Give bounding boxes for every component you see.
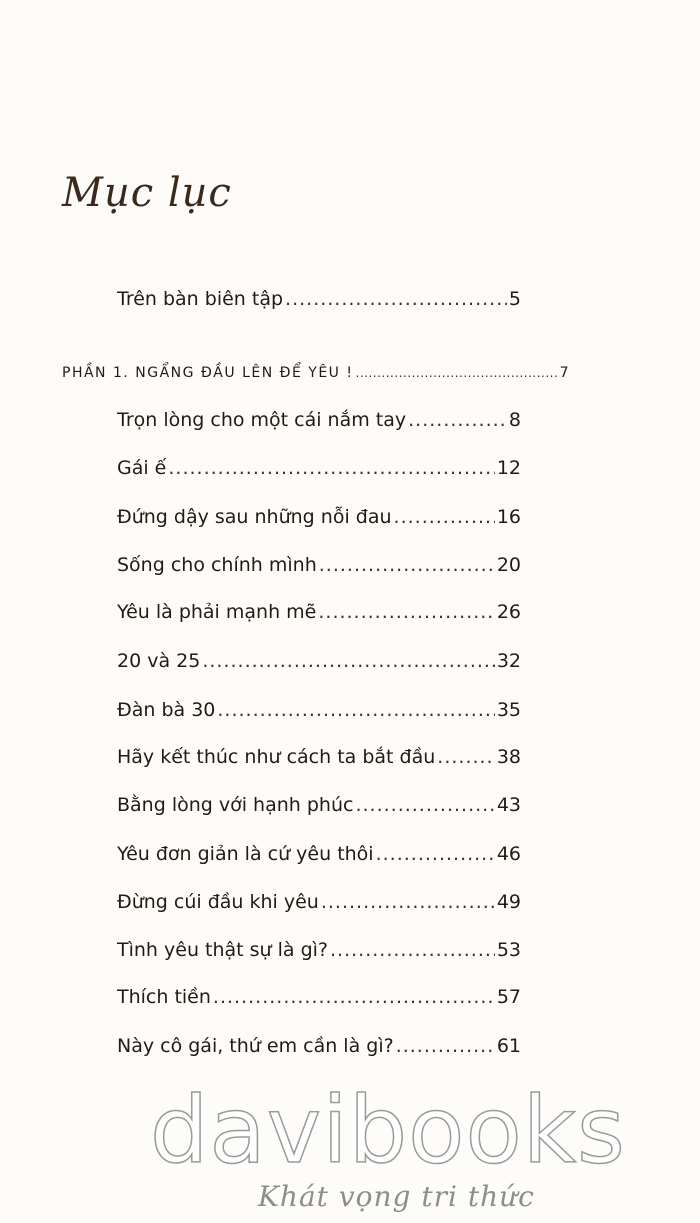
leader-dots <box>396 1035 495 1057</box>
toc-entry <box>117 699 521 721</box>
toc-entry-page: 35 <box>496 699 521 721</box>
toc-entry-label: Tình yêu thật sự là gì? <box>117 939 329 961</box>
leader-dots <box>213 986 495 1008</box>
leader-dots <box>408 409 507 431</box>
leader-dots <box>394 506 495 528</box>
leader-dots <box>168 457 494 479</box>
toc-entry-label: Yêu đơn giản là cứ yêu thôi <box>117 843 374 865</box>
toc-entry-page: 57 <box>496 986 521 1008</box>
leader-dots <box>330 939 495 961</box>
toc-entry-label: Hãy kết thúc như cách ta bắt đầu <box>117 746 436 768</box>
toc-entry-label: Yêu là phải mạnh mẽ <box>117 601 317 623</box>
toc-entry-page: 5 <box>508 288 521 310</box>
toc-entry <box>117 409 521 431</box>
leader-dots <box>285 288 507 310</box>
toc-entry-label: Trên bàn biên tập <box>117 288 284 310</box>
toc-entry-label: Đừng cúi đầu khi yêu <box>117 891 319 913</box>
leader-dots <box>355 794 494 816</box>
leader-dots <box>321 891 495 913</box>
toc-entry <box>117 601 521 623</box>
watermark-tagline: Khát vọng tri thức <box>258 1180 535 1213</box>
toc-entry <box>117 794 521 816</box>
toc-entry-label: Này cô gái, thứ em cần là gì? <box>117 1035 394 1057</box>
toc-entry-page: 16 <box>496 506 521 528</box>
toc-entry <box>117 1035 521 1057</box>
leader-dots <box>376 843 495 865</box>
toc-entry <box>117 746 521 768</box>
toc-entry-label: Đàn bà 30 <box>117 699 216 721</box>
toc-part-page: 7 <box>559 365 570 381</box>
toc-part-label: PHẦN 1. NGẨNG ĐẦU LÊN ĐỂ YÊU ! <box>62 365 354 381</box>
toc-entry-page: 8 <box>508 409 521 431</box>
toc-entry-intro <box>117 288 521 310</box>
leader-dots <box>217 699 494 721</box>
toc-entry-page: 26 <box>496 601 521 623</box>
toc-entry <box>117 843 521 865</box>
toc-entry-page: 61 <box>496 1035 521 1057</box>
leader-dots <box>319 554 495 576</box>
toc-title: Mục lục <box>62 170 232 216</box>
toc-entry <box>117 891 521 913</box>
toc-entry <box>117 554 521 576</box>
toc-entry <box>117 986 521 1008</box>
watermark-brand: davibooks <box>150 1077 626 1184</box>
toc-entry-label: 20 và 25 <box>117 650 201 672</box>
leader-dots <box>437 746 495 768</box>
leader-dots <box>318 601 494 623</box>
toc-entry <box>117 506 521 528</box>
toc-entry-label: Bằng lòng với hạnh phúc <box>117 794 354 816</box>
toc-entry <box>117 939 521 961</box>
toc-entry-page: 20 <box>496 554 521 576</box>
toc-entry-label: Sống cho chính mình <box>117 554 317 576</box>
toc-entry-page: 12 <box>496 457 521 479</box>
toc-part-heading <box>62 365 570 381</box>
toc-entry-page: 38 <box>496 746 521 768</box>
toc-entry-label: Thích tiền <box>117 986 211 1008</box>
toc-entry <box>117 650 521 672</box>
toc-entry-label: Trọn lòng cho một cái nắm tay <box>117 409 407 431</box>
leader-dots <box>356 366 558 380</box>
toc-entry-page: 53 <box>496 939 521 961</box>
toc-entry-page: 46 <box>496 843 521 865</box>
toc-entry-page: 32 <box>496 650 521 672</box>
toc-entry-page: 43 <box>496 794 521 816</box>
toc-entry-label: Đứng dậy sau những nỗi đau <box>117 506 392 528</box>
toc-entry-label: Gái ế <box>117 457 167 479</box>
leader-dots <box>202 650 494 672</box>
toc-entry <box>117 457 521 479</box>
toc-entry-page: 49 <box>496 891 521 913</box>
